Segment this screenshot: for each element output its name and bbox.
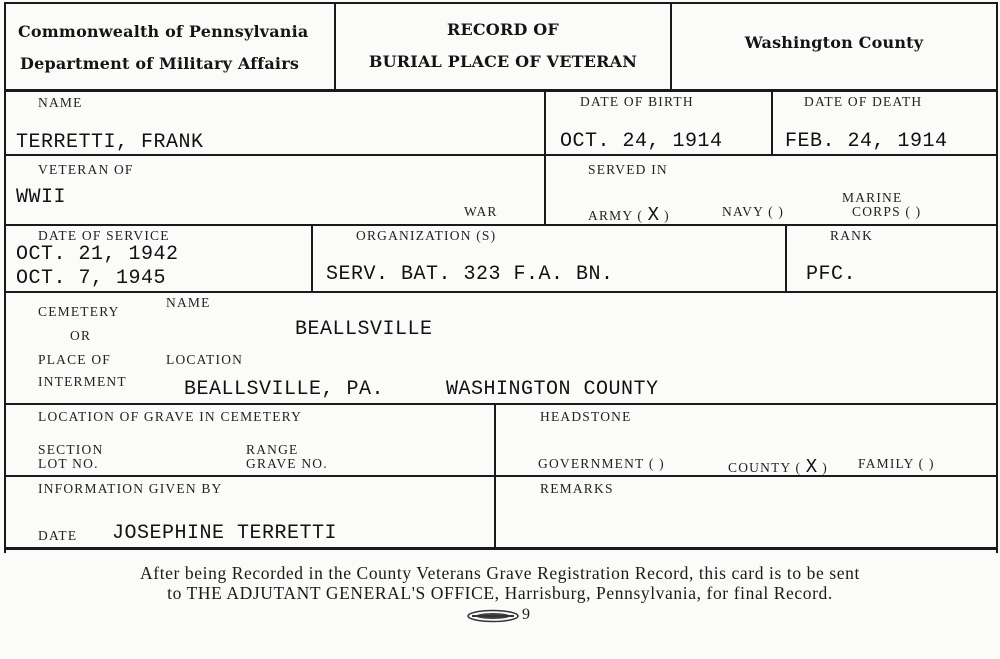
date-of-death-label: DATE OF DEATH	[804, 94, 923, 109]
veteran-of-value: WWII	[16, 186, 67, 209]
navy-option: NAVY ( )	[722, 204, 785, 219]
rule-row2-bottom	[4, 224, 998, 226]
location-county: WASHINGTON COUNTY	[446, 378, 659, 401]
veteran-name: TERRETTI, FRANK	[16, 131, 204, 154]
location-city: BEALLSVILLE, PA.	[184, 378, 385, 401]
army-label: ARMY (	[588, 208, 644, 223]
county-check-mark: X	[805, 456, 818, 478]
rule-row1-div1	[544, 92, 546, 225]
army-option	[588, 204, 670, 226]
war-label: WAR	[464, 204, 498, 219]
organization-label: ORGANIZATION (S)	[356, 228, 497, 243]
government-option: GOVERNMENT ( )	[538, 456, 665, 471]
union-bug-emblem	[466, 608, 520, 627]
service-start-date: OCT. 21, 1942	[16, 243, 179, 266]
agency-line2: Department of Military Affairs	[20, 54, 300, 73]
headstone-label: HEADSTONE	[540, 409, 632, 424]
rule-row3-bottom	[4, 291, 998, 293]
marine-corps-option: CORPS ( )	[852, 204, 922, 219]
organization-value: SERV. BAT. 323 F.A. BN.	[326, 263, 614, 286]
veteran-of-label: VETERAN OF	[38, 162, 134, 177]
county-option	[728, 456, 828, 478]
rule-cemetery-bottom	[4, 403, 998, 405]
rule-header-div1	[334, 2, 336, 90]
county-option-label: COUNTY (	[728, 460, 802, 475]
info-date-label: DATE	[38, 528, 78, 543]
or-label: OR	[70, 328, 92, 343]
marine-label: MARINE	[842, 190, 903, 205]
rank-value: PFC.	[806, 263, 857, 286]
interment-label: INTERMENT	[38, 374, 127, 389]
location-label: LOCATION	[166, 352, 244, 367]
rank-label: RANK	[830, 228, 874, 243]
rule-row1-bottom	[4, 154, 998, 156]
rule-info-bottom	[4, 547, 998, 550]
family-option: FAMILY ( )	[858, 456, 935, 471]
army-close: )	[664, 208, 670, 223]
date-of-birth-label: DATE OF BIRTH	[580, 94, 694, 109]
footer-instruction-line2: to THE ADJUTANT GENERAL'S OFFICE, Harrisburg, Pennsylvania, for final Record.	[167, 583, 833, 603]
county-name: Washington County	[744, 33, 924, 52]
served-in-label: SERVED IN	[588, 162, 668, 177]
title-line1: RECORD OF	[446, 20, 559, 39]
service-end-date: OCT. 7, 1945	[16, 267, 167, 290]
rule-top	[4, 2, 998, 4]
footer-instruction-line1: After being Recorded in the County Veterans Grave Registration Record, this card is to be sent	[140, 563, 860, 583]
rule-right	[996, 2, 998, 553]
section-label: SECTION	[38, 442, 104, 457]
lot-no-label: LOT NO.	[38, 456, 99, 471]
name-label: NAME	[38, 95, 83, 110]
rule-header-bottom	[4, 89, 998, 92]
date-of-service-label: DATE OF SERVICE	[38, 228, 170, 243]
cemetery-label: CEMETERY	[38, 304, 120, 319]
rule-row3-div1	[311, 224, 313, 292]
remarks-label: REMARKS	[540, 481, 614, 496]
union-bug-icon	[466, 609, 520, 623]
rule-row1-div2	[771, 92, 773, 154]
grave-no-label: GRAVE NO.	[246, 456, 328, 471]
rule-row3-div2	[785, 224, 787, 292]
union-bug-number: 9	[522, 606, 531, 623]
rule-left	[4, 2, 6, 553]
date-of-birth-value: OCT. 24, 1914	[560, 130, 723, 153]
title-line2: BURIAL PLACE OF VETERAN	[368, 52, 638, 71]
info-given-by-label: INFORMATION GIVEN BY	[38, 481, 223, 496]
info-given-by-value: JOSEPHINE TERRETTI	[112, 522, 338, 545]
rule-grave-bottom	[4, 475, 998, 477]
army-check-mark: X	[647, 204, 660, 226]
cemetery-name-value: BEALLSVILLE	[295, 318, 433, 341]
date-of-death-value: FEB. 24, 1914	[785, 130, 948, 153]
grave-location-label: LOCATION OF GRAVE IN CEMETERY	[38, 409, 303, 424]
agency-line1: Commonwealth of Pennsylvania	[18, 22, 309, 41]
cemetery-name-label: NAME	[166, 295, 211, 310]
range-label: RANGE	[246, 442, 299, 457]
county-option-close: )	[822, 460, 828, 475]
place-of-label: PLACE OF	[38, 352, 111, 367]
